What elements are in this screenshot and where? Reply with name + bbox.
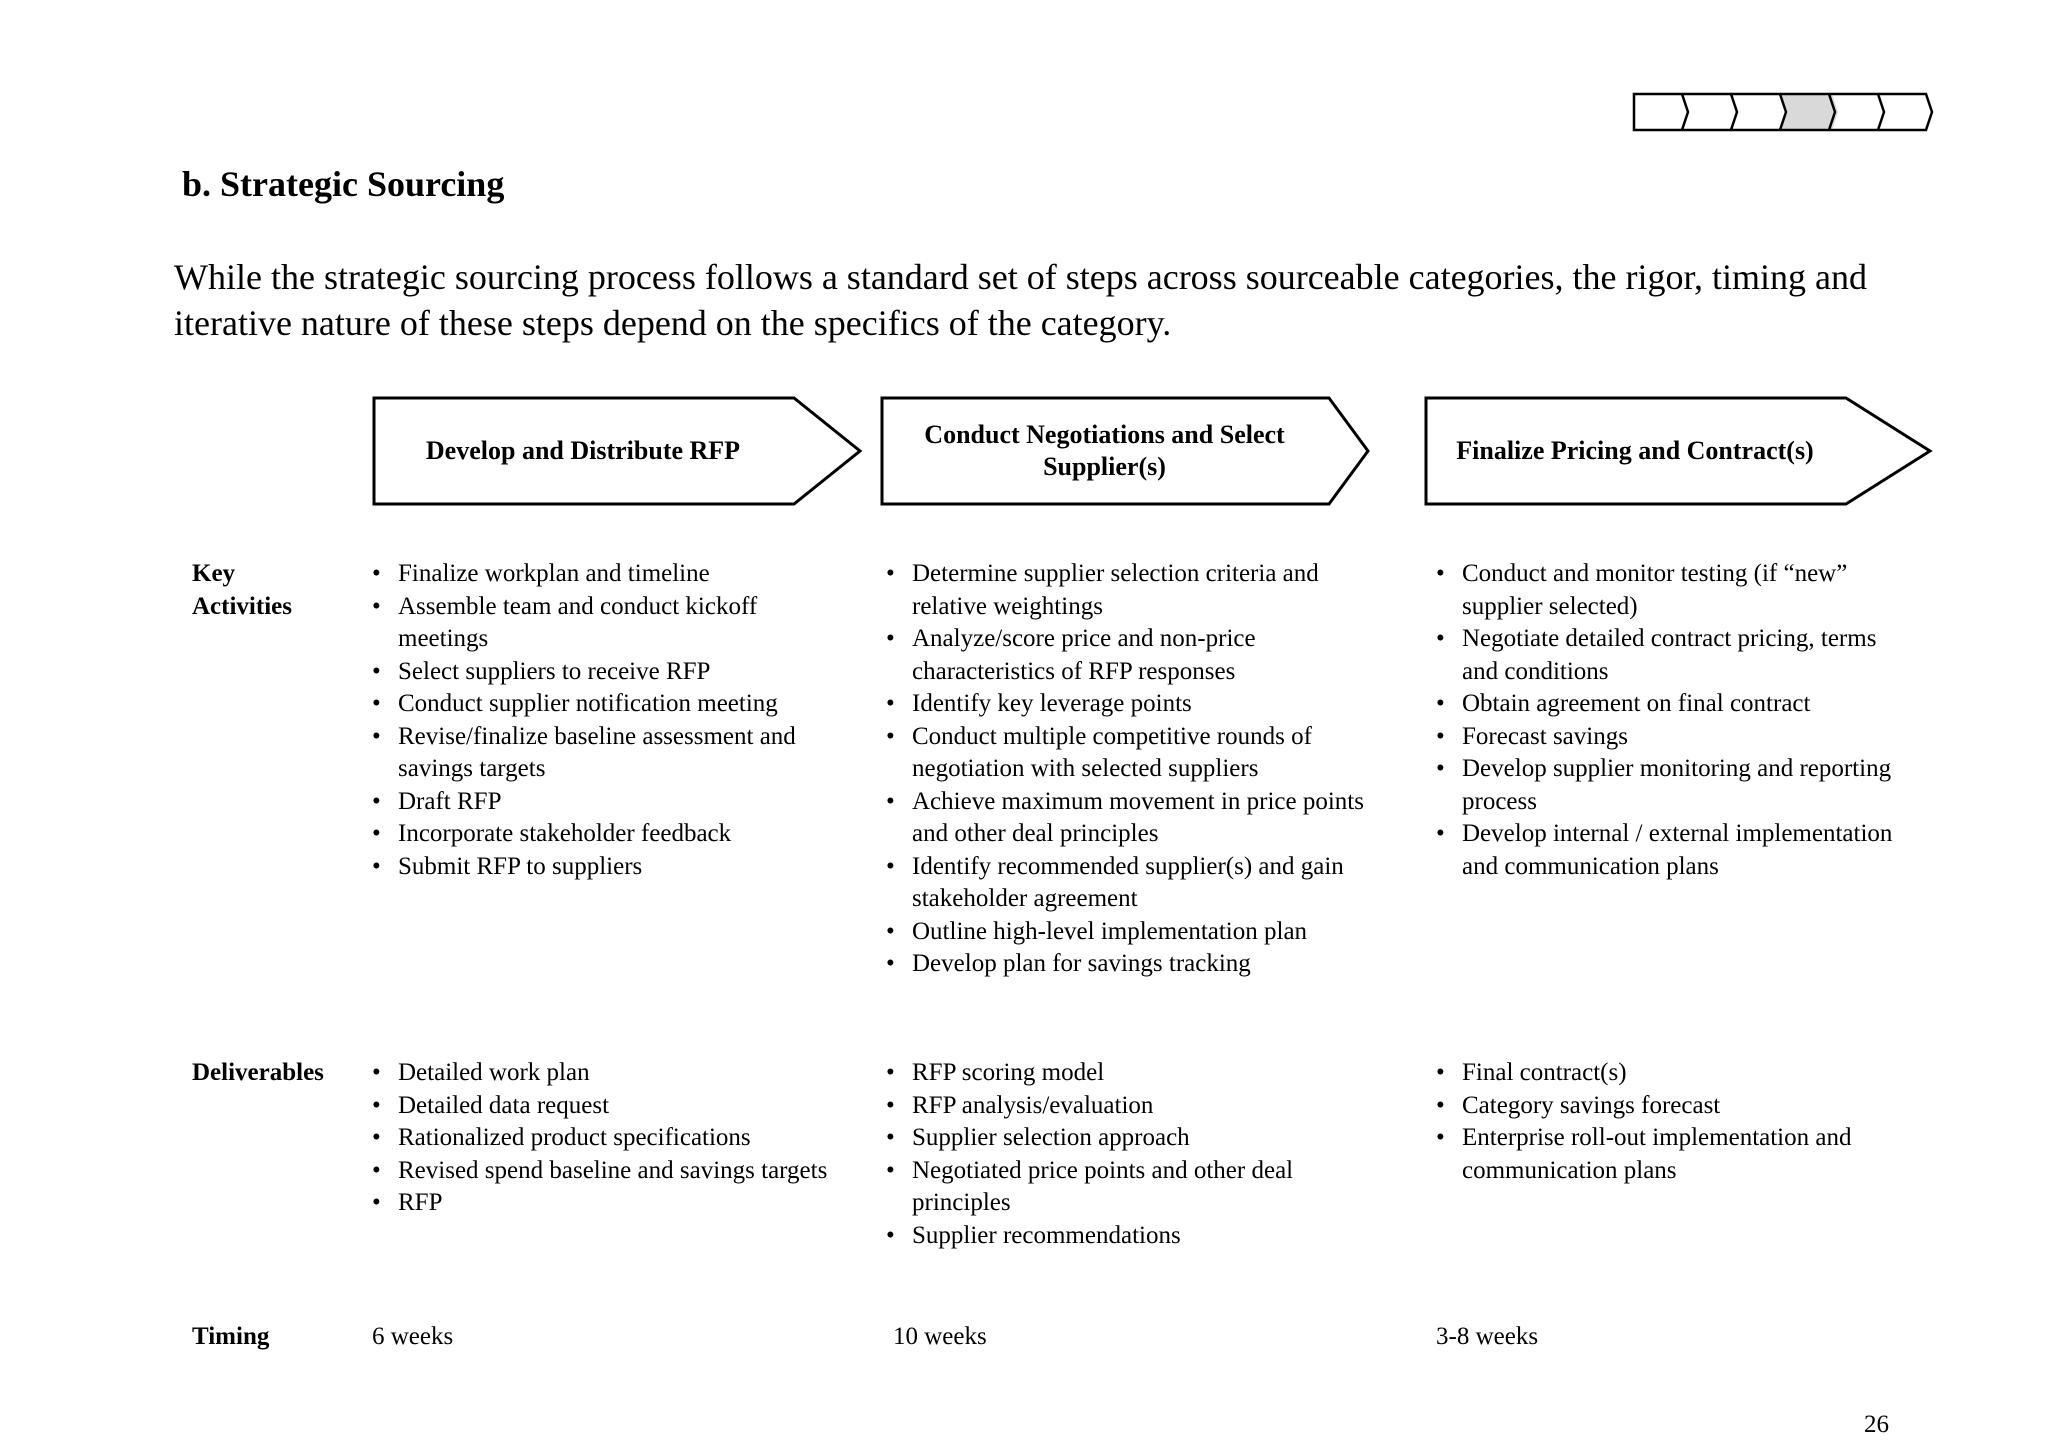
- activities-column-negotiations: [886, 558, 1376, 981]
- activities-column-contract: [1436, 558, 1906, 883]
- timing-rfp: 6 weeks: [372, 1323, 454, 1350]
- list-item: • Detailed work plan: [372, 1057, 852, 1090]
- progress-divider: [1682, 94, 1688, 130]
- list-item: • Revised spend baseline and savings targets: [372, 1155, 852, 1188]
- deliverables-column-contract: [1436, 1057, 1906, 1187]
- list-item: • Achieve maximum movement in price points and other deal principles: [886, 786, 1376, 851]
- list-item: • Submit RFP to suppliers: [372, 851, 852, 884]
- phase-title: Finalize Pricing and Contract(s): [1456, 436, 1814, 465]
- phase-arrow-contract: [1424, 396, 1916, 506]
- timing-contract: 3-8 weeks: [1436, 1323, 1539, 1350]
- list-item: • Outline high-level implementation plan: [886, 916, 1376, 949]
- list-item: • Identify recommended supplier(s) and gain stakeholder agreement: [886, 851, 1376, 916]
- list-item: • Develop supplier monitoring and reporting process: [1436, 753, 1906, 818]
- activities-list: [886, 558, 1376, 981]
- deliverables-list: [886, 1057, 1376, 1252]
- progress-indicator: [1632, 92, 1934, 132]
- phase-arrow-negotiations: [880, 396, 1372, 506]
- list-item: • Supplier selection approach: [886, 1122, 1376, 1155]
- list-item: • Select suppliers to receive RFP: [372, 656, 852, 689]
- list-item: • Rationalized product specifications: [372, 1122, 852, 1155]
- phase-arrow-rfp: [372, 396, 864, 506]
- list-item: • Negotiated price points and other deal principles: [886, 1155, 1376, 1220]
- progress-chevrons: [1632, 92, 1934, 132]
- list-item: • Supplier recommendations: [886, 1220, 1376, 1253]
- page-title: b. Strategic Sourcing: [182, 164, 505, 204]
- list-item: • Assemble team and conduct kickoff meetings: [372, 591, 852, 656]
- phase-title: Conduct Negotiations and Select Supplier(s): [924, 420, 1285, 481]
- list-item: • Analyze/score price and non-price characteristics of RFP responses: [886, 623, 1376, 688]
- list-item: • Category savings forecast: [1436, 1090, 1906, 1123]
- phase-title: Develop and Distribute RFP: [425, 436, 741, 465]
- progress-divider: [1878, 94, 1884, 130]
- list-item: • Negotiate detailed contract pricing, terms and conditions: [1436, 623, 1906, 688]
- timing-negotiations: 10 weeks: [893, 1323, 987, 1350]
- list-item: • Incorporate stakeholder feedback: [372, 818, 852, 851]
- row-label-deliverables: Deliverables: [192, 1059, 324, 1086]
- deliverables-column-rfp: [372, 1057, 852, 1220]
- activities-list: [372, 558, 852, 883]
- list-item: • Obtain agreement on final contract: [1436, 688, 1906, 721]
- list-item: • Finalize workplan and timeline: [372, 558, 852, 591]
- list-item: • Develop internal / external implementation and communication plans: [1436, 818, 1906, 883]
- list-item: • Conduct supplier notification meeting: [372, 688, 852, 721]
- list-item: • Enterprise roll-out implementation and communication plans: [1436, 1122, 1906, 1187]
- list-item: • Determine supplier selection criteria and relative weightings: [886, 558, 1376, 623]
- list-item: • Identify key leverage points: [886, 688, 1376, 721]
- list-item: • RFP scoring model: [886, 1057, 1376, 1090]
- activities-column-rfp: [372, 558, 852, 883]
- list-item: • Detailed data request: [372, 1090, 852, 1123]
- list-item: • Conduct multiple competitive rounds of negotiation with selected suppliers: [886, 721, 1376, 786]
- list-item: • Forecast savings: [1436, 721, 1906, 754]
- list-item: • Draft RFP: [372, 786, 852, 819]
- activities-list: [1436, 558, 1906, 883]
- progress-divider: [1731, 94, 1737, 130]
- list-item: • Final contract(s): [1436, 1057, 1906, 1090]
- intro-paragraph: While the strategic sourcing process follows a standard set of steps across sourceable categories, the rigor, timing and iterative nature of these steps depend on the specifics of the category.: [174, 257, 1868, 343]
- list-item: • Conduct and monitor testing (if “new” supplier selected): [1436, 558, 1906, 623]
- page-number: 26: [1864, 1411, 1889, 1438]
- row-label-timing: Timing: [192, 1323, 270, 1350]
- list-item: • RFP: [372, 1187, 852, 1220]
- list-item: • Develop plan for savings tracking: [886, 948, 1376, 981]
- list-item: • RFP analysis/evaluation: [886, 1090, 1376, 1123]
- deliverables-list: [1436, 1057, 1906, 1187]
- progress-step-active: [1780, 94, 1838, 130]
- deliverables-column-negotiations: [886, 1057, 1376, 1252]
- row-label-key-activities: Key Activities: [192, 560, 292, 620]
- list-item: • Revise/finalize baseline assessment and savings targets: [372, 721, 852, 786]
- deliverables-list: [372, 1057, 852, 1220]
